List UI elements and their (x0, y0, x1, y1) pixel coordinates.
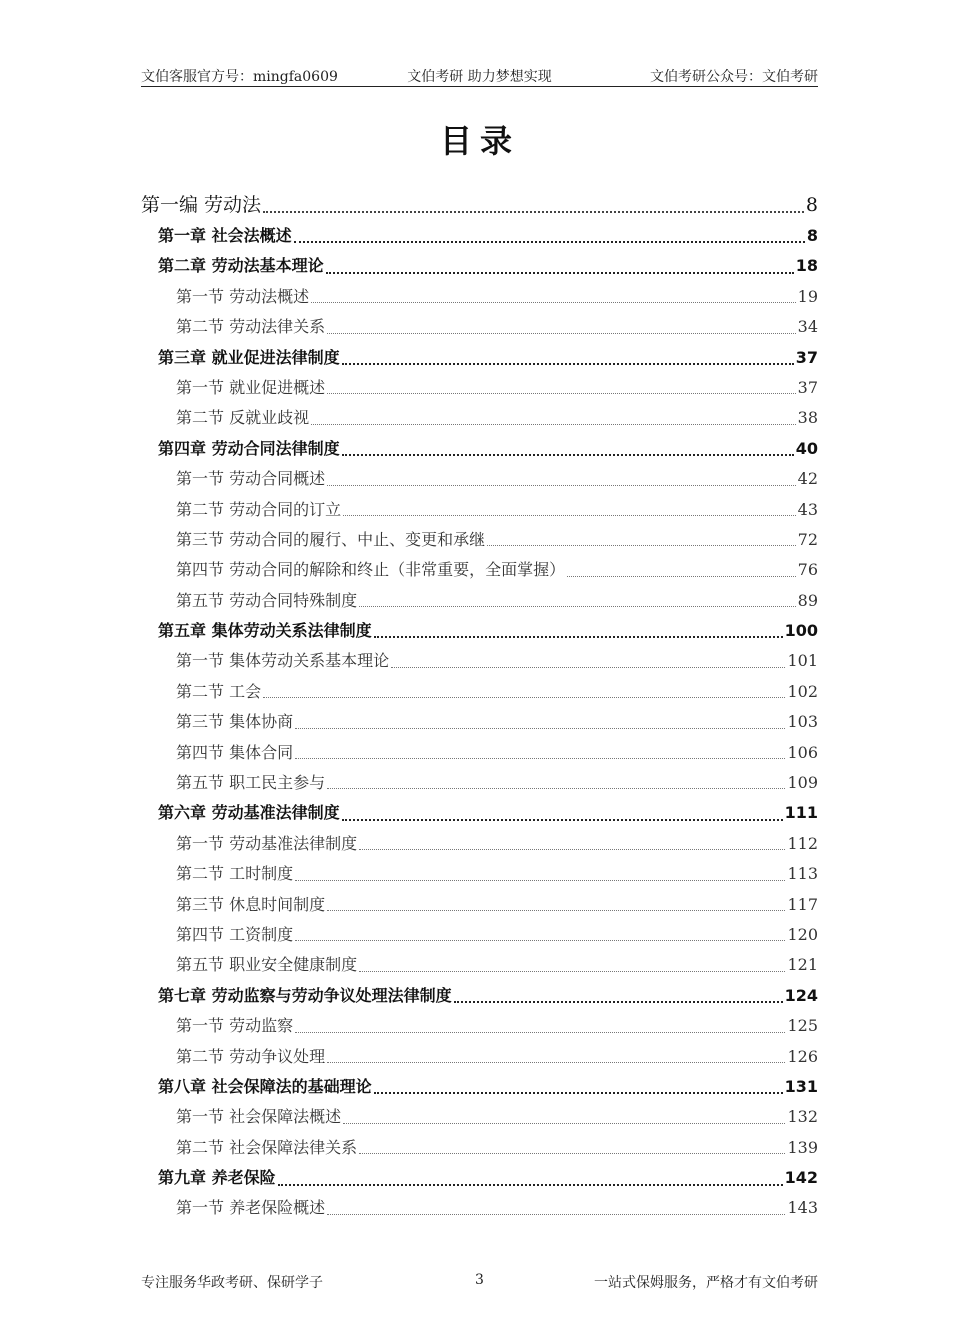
toc-entry-sec[interactable] (141, 707, 818, 737)
dot-leader (359, 1153, 785, 1154)
toc-entry-chap[interactable] (141, 1163, 818, 1193)
toc-entry-page: 112 (787, 833, 818, 853)
dot-leader (454, 1001, 783, 1003)
header-left-text: 文伯客服官方号：mingfa0609 (141, 69, 338, 85)
dot-leader (359, 606, 796, 607)
footer-right-text: 一站式保姆服务，严格才有文伯考研 (594, 1275, 818, 1291)
dot-leader (311, 424, 796, 425)
dot-leader (263, 211, 804, 213)
toc-entry-sec[interactable] (141, 829, 818, 859)
toc-entry-sec[interactable] (141, 282, 818, 312)
toc-entry-title: 第一节 集体劳动关系基本理论 (176, 651, 390, 671)
toc-entry-title: 第六章 劳动基准法律制度 (158, 803, 340, 823)
header-center-text: 文伯考研 助力梦想实现 (407, 69, 552, 85)
toc-entry-title: 第四章 劳动合同法律制度 (158, 438, 340, 458)
toc-entry-title: 第三节 劳动合同的履行、中止、变更和承继 (176, 529, 486, 549)
toc-entry-page: 106 (787, 742, 818, 762)
toc-entry-sec[interactable] (141, 1042, 818, 1072)
toc-entry-sec[interactable] (141, 312, 818, 342)
dot-leader (327, 788, 785, 789)
toc-entry-page: 100 (784, 621, 818, 641)
dot-leader (295, 728, 785, 729)
header-right-text: 文伯考研公众号：文伯考研 (650, 69, 818, 85)
toc-entry-page: 132 (787, 1107, 818, 1127)
toc-entry-sec[interactable] (141, 859, 818, 889)
toc-entry-page: 37 (797, 377, 818, 397)
toc-entry-sec[interactable] (141, 495, 818, 525)
toc-entry-sec[interactable] (141, 1133, 818, 1163)
toc-entry-title: 第五节 职业安全健康制度 (176, 955, 358, 975)
toc-entry-page: 8 (805, 194, 818, 216)
dot-leader (327, 1214, 785, 1215)
toc-entry-sec[interactable] (141, 555, 818, 585)
toc-entry-title: 第二节 工会 (176, 681, 262, 701)
toc-entry-page: 8 (806, 225, 818, 245)
toc-entry-title: 第五章 集体劳动关系法律制度 (158, 621, 372, 641)
dot-leader (391, 667, 785, 668)
toc-entry-chap[interactable] (141, 343, 818, 373)
toc-entry-page: 76 (797, 560, 818, 580)
toc-entry-sec[interactable] (141, 1102, 818, 1132)
toc-entry-chap[interactable] (141, 221, 818, 251)
toc-entry-sec[interactable] (141, 646, 818, 676)
toc-entry-title: 第三节 集体协商 (176, 712, 294, 732)
dot-leader (487, 545, 796, 546)
dot-leader (342, 363, 794, 365)
toc-entry-page: 72 (797, 529, 818, 549)
toc-entry-chap[interactable] (141, 616, 818, 646)
toc-entry-title: 第五节 职工民主参与 (176, 773, 326, 793)
toc-entry-sec[interactable] (141, 738, 818, 768)
toc-entry-title: 第一节 劳动合同概述 (176, 469, 326, 489)
toc-entry-page: 111 (784, 803, 818, 823)
toc-entry-page: 124 (784, 985, 818, 1005)
toc-entry-page: 121 (787, 955, 818, 975)
dot-leader (374, 636, 783, 638)
toc-entry-title: 第二章 劳动法基本理论 (158, 256, 324, 276)
toc-entry-sec[interactable] (141, 950, 818, 980)
footer-left-text: 专注服务华政考研、保研学子 (141, 1275, 323, 1291)
toc-entry-title: 第二节 工时制度 (176, 864, 294, 884)
toc-entry-sec[interactable] (141, 768, 818, 798)
toc-entry-sec[interactable] (141, 1011, 818, 1041)
dot-leader (342, 819, 783, 821)
toc-entry-page: 142 (784, 1168, 818, 1188)
dot-leader (374, 1092, 783, 1094)
dot-leader (295, 880, 785, 881)
toc-entry-sec[interactable] (141, 920, 818, 950)
toc-entry-sec[interactable] (141, 525, 818, 555)
toc-entry-chap[interactable] (141, 1072, 818, 1102)
toc-entry-title: 第二节 劳动法律关系 (176, 317, 326, 337)
toc-entry-page: 120 (787, 924, 818, 944)
toc-entry-title: 第一章 社会法概述 (158, 225, 292, 245)
dot-leader (311, 302, 796, 303)
dot-leader (342, 454, 794, 456)
toc-entry-sec[interactable] (141, 890, 818, 920)
toc-entry-sec[interactable] (141, 373, 818, 403)
toc-entry-title: 第二节 劳动争议处理 (176, 1046, 326, 1066)
toc-entry-page: 34 (797, 317, 818, 337)
dot-leader (327, 393, 796, 394)
toc-entry-page: 131 (784, 1076, 818, 1096)
toc-entry-chap[interactable] (141, 251, 818, 281)
toc-entry-page: 40 (795, 438, 818, 458)
toc-entry-page: 89 (797, 590, 818, 610)
toc-entry-page: 19 (797, 286, 818, 306)
toc-entry-page: 113 (787, 864, 818, 884)
dot-leader (295, 758, 785, 759)
toc-entry-page: 43 (797, 499, 818, 519)
toc-entry-title: 第四节 集体合同 (176, 742, 294, 762)
toc-entry-sec[interactable] (141, 677, 818, 707)
toc-entry-title: 第二节 反就业歧视 (176, 408, 310, 428)
page-title: 目录 (439, 122, 520, 160)
table-of-contents (141, 190, 818, 1224)
toc-entry-page: 117 (787, 894, 818, 914)
toc-entry-chap[interactable] (141, 434, 818, 464)
dot-leader (359, 971, 785, 972)
dot-leader (294, 241, 805, 243)
toc-entry-sec[interactable] (141, 464, 818, 494)
toc-entry-chap[interactable] (141, 981, 818, 1011)
toc-entry-title: 第一节 养老保险概述 (176, 1198, 326, 1218)
dot-leader (295, 1032, 785, 1033)
toc-entry-title: 第九章 养老保险 (158, 1168, 276, 1188)
toc-entry-sec[interactable] (141, 403, 818, 433)
toc-entry-title: 第二节 社会保障法律关系 (176, 1137, 358, 1157)
toc-entry-title: 第一节 劳动监察 (176, 1016, 294, 1036)
dot-leader (343, 515, 796, 516)
dot-leader (327, 333, 796, 334)
toc-entry-title: 第一节 社会保障法概述 (176, 1107, 342, 1127)
toc-entry-part[interactable] (141, 190, 818, 221)
toc-entry-title: 第七章 劳动监察与劳动争议处理法律制度 (158, 985, 452, 1005)
toc-entry-page: 102 (787, 681, 818, 701)
dot-leader (327, 1062, 785, 1063)
toc-entry-title: 第一节 劳动基准法律制度 (176, 833, 358, 853)
dot-leader (567, 576, 796, 577)
toc-entry-title: 第一节 就业促进概述 (176, 377, 326, 397)
toc-entry-title: 第四节 劳动合同的解除和终止（非常重要，全面掌握） (176, 560, 566, 580)
toc-entry-chap[interactable] (141, 798, 818, 828)
dot-leader (343, 1123, 785, 1124)
toc-entry-page: 37 (795, 347, 818, 367)
page-number: 3 (475, 1272, 484, 1288)
toc-entry-page: 38 (797, 408, 818, 428)
dot-leader (326, 272, 794, 274)
toc-entry-page: 139 (787, 1137, 818, 1157)
toc-entry-title: 第二节 劳动合同的订立 (176, 499, 342, 519)
toc-entry-title: 第四节 工资制度 (176, 924, 294, 944)
toc-entry-sec[interactable] (141, 586, 818, 616)
page-header (141, 62, 818, 87)
dot-leader (263, 697, 785, 698)
toc-entry-title: 第三节 休息时间制度 (176, 894, 326, 914)
toc-entry-sec[interactable] (141, 1194, 818, 1224)
toc-entry-page: 18 (795, 256, 818, 276)
dot-leader (359, 849, 785, 850)
dot-leader (295, 940, 785, 941)
toc-entry-page: 109 (787, 773, 818, 793)
toc-entry-page: 126 (787, 1046, 818, 1066)
toc-entry-page: 103 (787, 712, 818, 732)
toc-entry-page: 101 (787, 651, 818, 671)
toc-entry-title: 第八章 社会保障法的基础理论 (158, 1076, 372, 1096)
dot-leader (278, 1184, 783, 1186)
dot-leader (327, 910, 785, 911)
toc-entry-title: 第五节 劳动合同特殊制度 (176, 590, 358, 610)
toc-entry-page: 143 (787, 1198, 818, 1218)
toc-entry-page: 42 (797, 469, 818, 489)
toc-entry-title: 第三章 就业促进法律制度 (158, 347, 340, 367)
toc-entry-title: 第一节 劳动法概述 (176, 286, 310, 306)
dot-leader (327, 485, 796, 486)
toc-entry-title: 第一编 劳动法 (141, 194, 262, 216)
toc-entry-page: 125 (787, 1016, 818, 1036)
